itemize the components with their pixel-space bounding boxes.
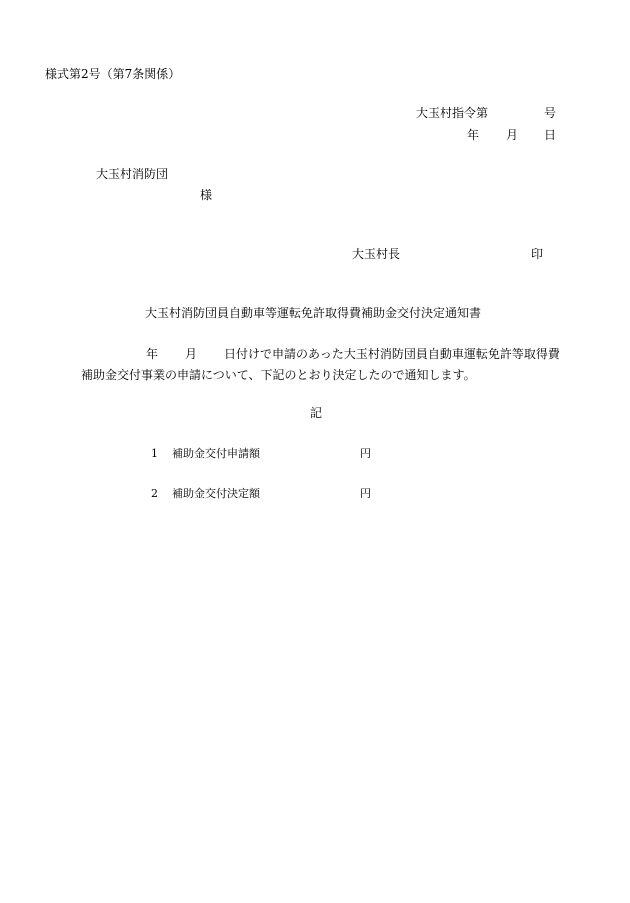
document-title: 大玉村消防団員自動車等運転免許取得費補助金交付決定通知書 bbox=[145, 306, 482, 320]
form-number: 様式第2号（第7条関係） bbox=[45, 67, 181, 81]
document-number-suffix: 号 bbox=[544, 106, 557, 120]
body-line-1: 日付けで申請のあった大玉村消防団員自動車運転免許等取得費 bbox=[224, 347, 560, 361]
document-number-prefix: 大玉村指令第 bbox=[416, 106, 489, 120]
body-year-label: 年 bbox=[146, 347, 159, 361]
item-number: 2 bbox=[151, 487, 158, 500]
issuer-title: 大玉村長 bbox=[352, 247, 401, 261]
recipient-honorific: 様 bbox=[200, 188, 213, 202]
date-year-label: 年 bbox=[467, 128, 480, 142]
body-month-label: 月 bbox=[185, 347, 198, 361]
item-number: 1 bbox=[151, 447, 158, 460]
item-unit: 円 bbox=[360, 487, 371, 500]
item-unit: 円 bbox=[360, 447, 371, 460]
issuer-seal: 印 bbox=[531, 247, 544, 261]
body-line-2: 補助金交付事業の申請について、下記のとおり決定したので通知します。 bbox=[81, 368, 476, 382]
ki-heading: 記 bbox=[310, 406, 323, 420]
item-label: 補助金交付申請額 bbox=[172, 447, 260, 460]
recipient-name: 大玉村消防団 bbox=[96, 167, 169, 181]
date-month-label: 月 bbox=[506, 128, 519, 142]
date-day-label: 日 bbox=[544, 128, 557, 142]
item-label: 補助金交付決定額 bbox=[172, 487, 260, 500]
